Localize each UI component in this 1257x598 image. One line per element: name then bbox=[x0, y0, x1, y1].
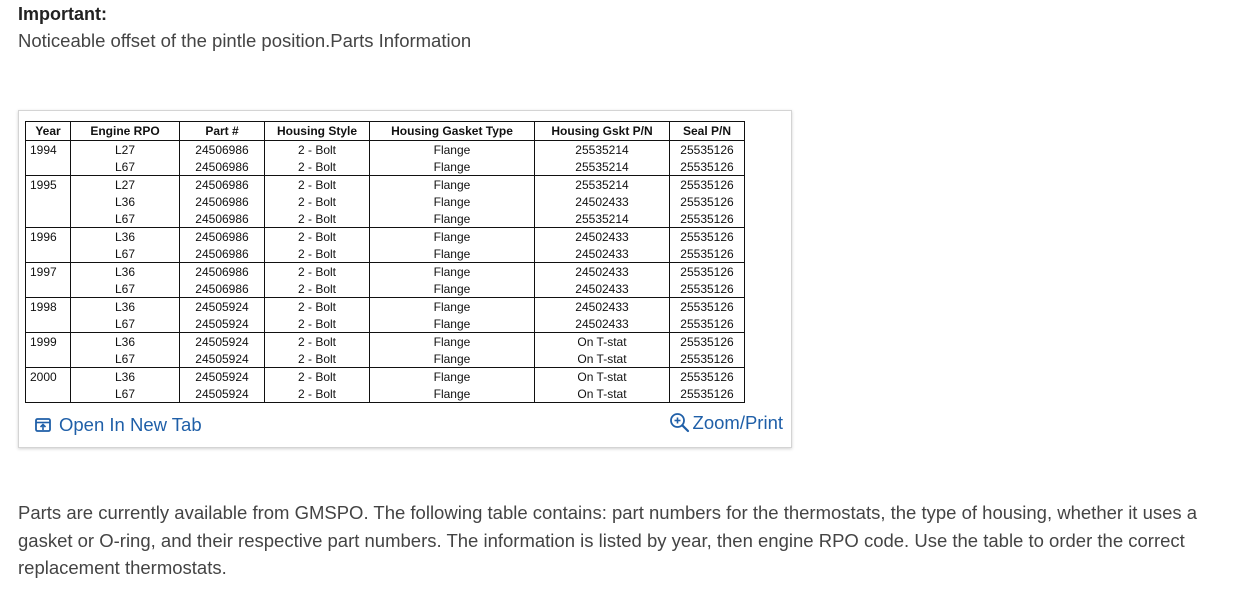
cell-engine-rpo: L67 bbox=[71, 245, 180, 263]
header-seal-pn: Seal P/N bbox=[670, 122, 745, 141]
cell-housing-style: 2 - Bolt bbox=[265, 245, 370, 263]
cell-gasket-type: Flange bbox=[370, 298, 535, 316]
cell-housing-style: 2 - Bolt bbox=[265, 158, 370, 176]
header-housing-gskt-pn: Housing Gskt P/N bbox=[535, 122, 670, 141]
cell-year bbox=[26, 158, 71, 176]
table-row bbox=[26, 368, 745, 386]
cell-gasket-type: Flange bbox=[370, 141, 535, 159]
cell-year: 1997 bbox=[26, 263, 71, 281]
cell-gskt-pn: 24502433 bbox=[535, 298, 670, 316]
cell-housing-style: 2 - Bolt bbox=[265, 385, 370, 403]
cell-seal-pn: 25535126 bbox=[670, 193, 745, 210]
cell-housing-style: 2 - Bolt bbox=[265, 298, 370, 316]
table-row bbox=[26, 315, 745, 333]
cell-year: 1994 bbox=[26, 141, 71, 159]
cell-part: 24506986 bbox=[180, 141, 265, 159]
cell-gasket-type: Flange bbox=[370, 368, 535, 386]
table-row bbox=[26, 280, 745, 298]
cell-gasket-type: Flange bbox=[370, 176, 535, 194]
cell-gskt-pn: 25535214 bbox=[535, 141, 670, 159]
open-in-new-tab-icon bbox=[35, 418, 51, 432]
cell-year: 1995 bbox=[26, 176, 71, 194]
cell-housing-style: 2 - Bolt bbox=[265, 193, 370, 210]
zoom-print-link[interactable] bbox=[669, 412, 783, 434]
open-in-new-tab-label: Open In New Tab bbox=[59, 414, 202, 435]
cell-gasket-type: Flange bbox=[370, 245, 535, 263]
table-row bbox=[26, 193, 745, 210]
cell-engine-rpo: L36 bbox=[71, 333, 180, 351]
cell-engine-rpo: L67 bbox=[71, 315, 180, 333]
cell-part: 24505924 bbox=[180, 385, 265, 403]
cell-gskt-pn: On T-stat bbox=[535, 350, 670, 368]
zoom-in-icon bbox=[669, 412, 691, 434]
cell-part: 24505924 bbox=[180, 333, 265, 351]
cell-engine-rpo: L67 bbox=[71, 210, 180, 228]
table-row bbox=[26, 263, 745, 281]
cell-housing-style: 2 - Bolt bbox=[265, 280, 370, 298]
cell-seal-pn: 25535126 bbox=[670, 350, 745, 368]
cell-gskt-pn: 24502433 bbox=[535, 228, 670, 246]
table-row bbox=[26, 228, 745, 246]
cell-year: 1998 bbox=[26, 298, 71, 316]
cell-seal-pn: 25535126 bbox=[670, 298, 745, 316]
cell-gasket-type: Flange bbox=[370, 228, 535, 246]
header-engine-rpo: Engine RPO bbox=[71, 122, 180, 141]
table-row bbox=[26, 245, 745, 263]
cell-gasket-type: Flange bbox=[370, 315, 535, 333]
cell-housing-style: 2 - Bolt bbox=[265, 333, 370, 351]
cell-engine-rpo: L36 bbox=[71, 193, 180, 210]
cell-engine-rpo: L27 bbox=[71, 176, 180, 194]
table-row bbox=[26, 210, 745, 228]
cell-gskt-pn: On T-stat bbox=[535, 385, 670, 403]
cell-year: 2000 bbox=[26, 368, 71, 386]
cell-engine-rpo: L36 bbox=[71, 263, 180, 281]
cell-housing-style: 2 - Bolt bbox=[265, 176, 370, 194]
cell-seal-pn: 25535126 bbox=[670, 368, 745, 386]
cell-part: 24506986 bbox=[180, 158, 265, 176]
cell-seal-pn: 25535126 bbox=[670, 176, 745, 194]
cell-year: 1999 bbox=[26, 333, 71, 351]
header-part: Part # bbox=[180, 122, 265, 141]
cell-year bbox=[26, 245, 71, 263]
cell-engine-rpo: L67 bbox=[71, 385, 180, 403]
cell-part: 24505924 bbox=[180, 368, 265, 386]
cell-gskt-pn: 24502433 bbox=[535, 280, 670, 298]
table-header-row bbox=[26, 122, 745, 141]
cell-gskt-pn: On T-stat bbox=[535, 368, 670, 386]
cell-engine-rpo: L67 bbox=[71, 350, 180, 368]
cell-seal-pn: 25535126 bbox=[670, 228, 745, 246]
parts-table bbox=[25, 121, 745, 403]
cell-gasket-type: Flange bbox=[370, 350, 535, 368]
important-heading: Important: bbox=[18, 4, 107, 24]
cell-gskt-pn: On T-stat bbox=[535, 333, 670, 351]
cell-year bbox=[26, 193, 71, 210]
cell-gasket-type: Flange bbox=[370, 193, 535, 210]
cell-year: 1996 bbox=[26, 228, 71, 246]
cell-seal-pn: 25535126 bbox=[670, 263, 745, 281]
table-row bbox=[26, 333, 745, 351]
cell-part: 24506986 bbox=[180, 280, 265, 298]
cell-seal-pn: 25535126 bbox=[670, 280, 745, 298]
cell-gasket-type: Flange bbox=[370, 263, 535, 281]
cell-seal-pn: 25535126 bbox=[670, 210, 745, 228]
open-in-new-tab-link[interactable] bbox=[35, 414, 202, 436]
cell-year bbox=[26, 210, 71, 228]
table-row bbox=[26, 176, 745, 194]
header-housing-gasket-type: Housing Gasket Type bbox=[370, 122, 535, 141]
cell-gasket-type: Flange bbox=[370, 385, 535, 403]
cell-housing-style: 2 - Bolt bbox=[265, 141, 370, 159]
parts-description: Parts are currently available from GMSPO. The following table contains: part numbers for the thermostats, the type of housing, whether it uses a gasket or O-ring, and their respective part numbers. The information is listed by year, then engine RPO code. Use the table to order the correct replacement thermostats. bbox=[18, 502, 1198, 578]
cell-year bbox=[26, 385, 71, 403]
table-row bbox=[26, 158, 745, 176]
cell-gasket-type: Flange bbox=[370, 158, 535, 176]
cell-gskt-pn: 25535214 bbox=[535, 210, 670, 228]
cell-part: 24506986 bbox=[180, 228, 265, 246]
cell-gskt-pn: 24502433 bbox=[535, 263, 670, 281]
table-row bbox=[26, 298, 745, 316]
cell-part: 24506986 bbox=[180, 245, 265, 263]
cell-housing-style: 2 - Bolt bbox=[265, 210, 370, 228]
cell-housing-style: 2 - Bolt bbox=[265, 228, 370, 246]
important-note: Noticeable offset of the pintle position.Parts Information bbox=[18, 30, 472, 51]
cell-year bbox=[26, 280, 71, 298]
header-housing-style: Housing Style bbox=[265, 122, 370, 141]
parts-figure bbox=[18, 110, 792, 448]
cell-seal-pn: 25535126 bbox=[670, 141, 745, 159]
cell-gasket-type: Flange bbox=[370, 210, 535, 228]
cell-part: 24506986 bbox=[180, 210, 265, 228]
cell-gasket-type: Flange bbox=[370, 333, 535, 351]
cell-seal-pn: 25535126 bbox=[670, 245, 745, 263]
cell-engine-rpo: L67 bbox=[71, 158, 180, 176]
header-year: Year bbox=[26, 122, 71, 141]
cell-seal-pn: 25535126 bbox=[670, 385, 745, 403]
table-row bbox=[26, 141, 745, 159]
cell-part: 24505924 bbox=[180, 315, 265, 333]
cell-gskt-pn: 25535214 bbox=[535, 176, 670, 194]
cell-gskt-pn: 24502433 bbox=[535, 315, 670, 333]
zoom-print-label: Zoom/Print bbox=[692, 412, 783, 433]
cell-engine-rpo: L36 bbox=[71, 368, 180, 386]
cell-part: 24506986 bbox=[180, 263, 265, 281]
cell-seal-pn: 25535126 bbox=[670, 158, 745, 176]
cell-housing-style: 2 - Bolt bbox=[265, 263, 370, 281]
cell-engine-rpo: L67 bbox=[71, 280, 180, 298]
cell-year bbox=[26, 350, 71, 368]
cell-part: 24505924 bbox=[180, 350, 265, 368]
cell-part: 24506986 bbox=[180, 176, 265, 194]
cell-part: 24506986 bbox=[180, 193, 265, 210]
parts-table-image bbox=[25, 121, 745, 403]
cell-gskt-pn: 24502433 bbox=[535, 193, 670, 210]
cell-engine-rpo: L27 bbox=[71, 141, 180, 159]
cell-year bbox=[26, 315, 71, 333]
cell-gskt-pn: 25535214 bbox=[535, 158, 670, 176]
cell-seal-pn: 25535126 bbox=[670, 333, 745, 351]
cell-gskt-pn: 24502433 bbox=[535, 245, 670, 263]
cell-part: 24505924 bbox=[180, 298, 265, 316]
cell-gasket-type: Flange bbox=[370, 280, 535, 298]
cell-housing-style: 2 - Bolt bbox=[265, 350, 370, 368]
cell-housing-style: 2 - Bolt bbox=[265, 368, 370, 386]
cell-engine-rpo: L36 bbox=[71, 228, 180, 246]
cell-engine-rpo: L36 bbox=[71, 298, 180, 316]
table-row bbox=[26, 350, 745, 368]
table-row bbox=[26, 385, 745, 403]
cell-seal-pn: 25535126 bbox=[670, 315, 745, 333]
cell-housing-style: 2 - Bolt bbox=[265, 315, 370, 333]
